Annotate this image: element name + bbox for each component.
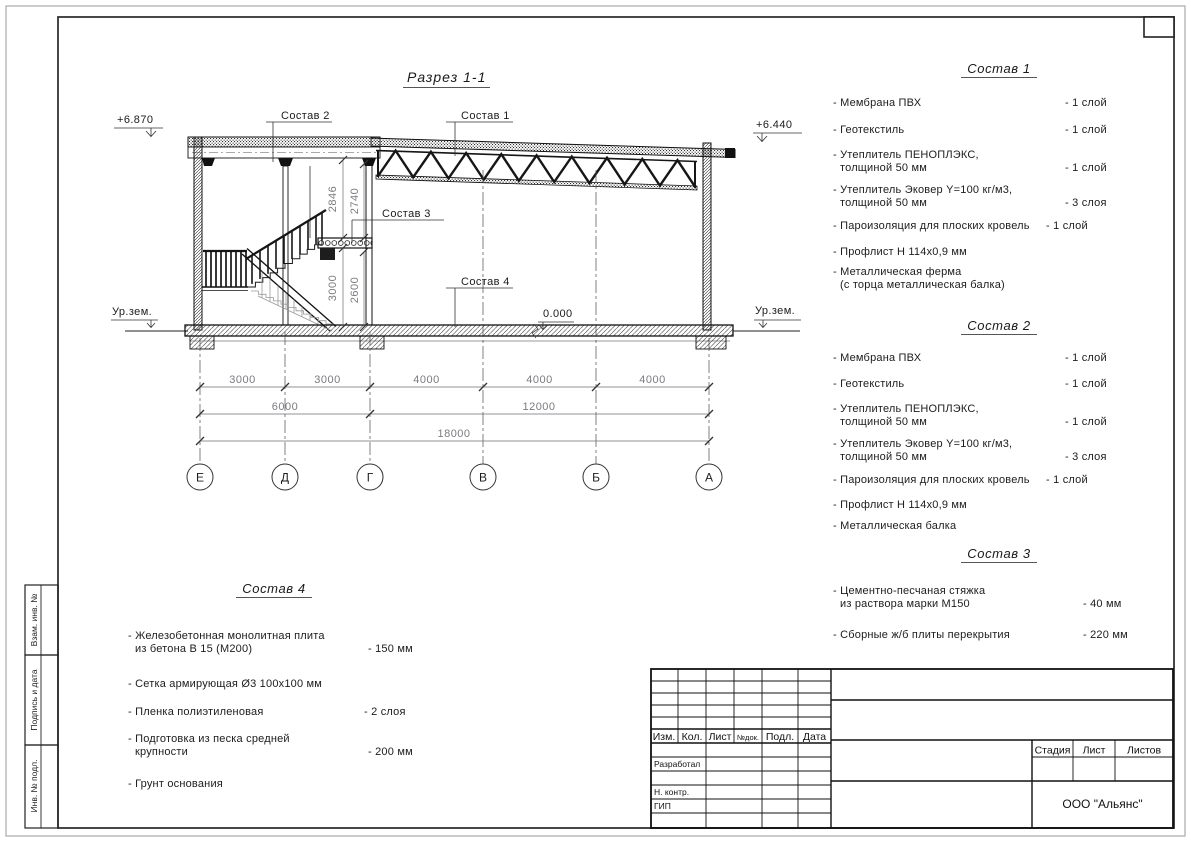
- tb-izm: Изм.: [652, 731, 676, 743]
- dim-d-g: 3000: [314, 374, 341, 386]
- axis-v: В: [478, 470, 488, 485]
- level-roof-right: +6.440: [756, 119, 793, 131]
- dim-e-d: 3000: [229, 374, 256, 386]
- section-title: Разрез 1-1: [403, 69, 490, 88]
- tb-role-developer: Разработал: [654, 759, 701, 769]
- composition-1-title: Состав 1: [961, 61, 1036, 78]
- tb-stage: Стадия: [1034, 744, 1071, 757]
- callout-sostav3: Состав 3: [382, 208, 431, 220]
- dim-18000: 18000: [437, 428, 471, 440]
- dim-2846: 2846: [327, 185, 339, 213]
- axis-d: Д: [280, 470, 290, 485]
- tb-podl: Подл.: [765, 731, 795, 743]
- composition-list-3: Состав 3 - Цементно-песчаная стяжка из раствора марки М150 - 40 мм - Сборные ж/б плиты перекрытия - 220 мм: [833, 546, 1128, 641]
- level-ground-right: Ур.зем.: [755, 305, 796, 317]
- axis-lines: [200, 170, 709, 464]
- composition-list-1: Состав 1 - Мембрана ПВХ - 1 слой - Геотекстиль - 1 слой - Утеплитель ПЕНОПЛЭКС, толщиной 50 мм - 1 слой - Утеплитель Эковер Y=100 кг/м3, толщиной 50 мм - 3 слоя - Пароизоляция для плоских кровель - 1 слой - Профлист Н 114х0,9 мм - Металлическая ферма (с торца металлическая балка): [833, 61, 1107, 291]
- side-label-top: Взам. инв. №: [29, 593, 39, 647]
- composition-list-4: Состав 4 - Железобетонная монолитная плита из бетона В 15 (М200) - 150 мм - Сетка армирующая Ø3 100х100 мм - Пленка полиэтиленовая - 2 слоя - Подготовка из песка средней крупности - 200 мм - Грунт основания: [128, 581, 413, 790]
- tb-sheets: Листов: [1126, 744, 1162, 757]
- side-stamp: [25, 585, 58, 828]
- dim-6000: 6000: [271, 401, 299, 413]
- tb-list: Лист: [708, 731, 732, 743]
- axis-bubbles: [187, 464, 722, 490]
- stairs: [202, 210, 336, 331]
- dim-2740: 2740: [349, 187, 361, 215]
- dim-b-a: 4000: [639, 374, 666, 386]
- axis-g: Г: [366, 470, 374, 485]
- roof-left: [188, 137, 380, 158]
- axis-e: Е: [195, 470, 205, 485]
- composition-3-title: Состав 3: [961, 546, 1036, 563]
- tb-sheet: Лист: [1082, 744, 1106, 757]
- side-label-mid: Подпись и дата: [29, 669, 39, 731]
- tb-role-gip: ГИП: [654, 801, 671, 811]
- dim-3000v: 3000: [327, 274, 339, 302]
- composition-list-2: Состав 2 - Мембрана ПВХ - 1 слой - Геотекстиль - 1 слой - Утеплитель ПЕНОПЛЭКС, толщиной 50 мм - 1 слой - Утеплитель Эковер Y=100 кг/м3, толщиной 50 мм - 3 слоя - Пароизоляция для плоских кровель - 1 слой - Профлист Н 114х0,9 мм - Металлическая балка: [833, 318, 1107, 532]
- callout-sostav2: Состав 2: [281, 110, 330, 122]
- dim-12000: 12000: [522, 401, 556, 413]
- callout-sostav4: Состав 4: [461, 276, 510, 288]
- level-roof-left: +6.870: [117, 114, 154, 126]
- composition-2-title: Состав 2: [961, 318, 1036, 335]
- axis-b: Б: [592, 470, 600, 485]
- side-label-bot: Инв. № подл.: [29, 759, 39, 813]
- tb-data: Дата: [802, 731, 827, 743]
- level-ground-left: Ур.зем.: [112, 306, 153, 318]
- composition-4-title: Состав 4: [236, 581, 311, 598]
- dim-g-v: 4000: [413, 374, 440, 386]
- dim-v-b: 4000: [526, 374, 553, 386]
- roof-truss: [371, 138, 735, 190]
- callout-sostav1: Состав 1: [461, 110, 510, 122]
- floor-foundations: [125, 324, 800, 349]
- walls-columns: [194, 137, 711, 330]
- tb-company: ООО "Альянс": [1062, 797, 1143, 811]
- tb-ndok: №док.: [737, 733, 759, 742]
- format-box: [1144, 17, 1174, 37]
- tb-role-ncontrol: Н. контр.: [654, 787, 690, 797]
- level-zero: 0.000: [543, 308, 573, 320]
- dim-2600: 2600: [349, 276, 361, 304]
- title-block: [651, 669, 1173, 828]
- dimensions-horizontal: [196, 374, 713, 445]
- axis-a: А: [704, 470, 714, 485]
- tb-kol: Кол.: [681, 731, 703, 743]
